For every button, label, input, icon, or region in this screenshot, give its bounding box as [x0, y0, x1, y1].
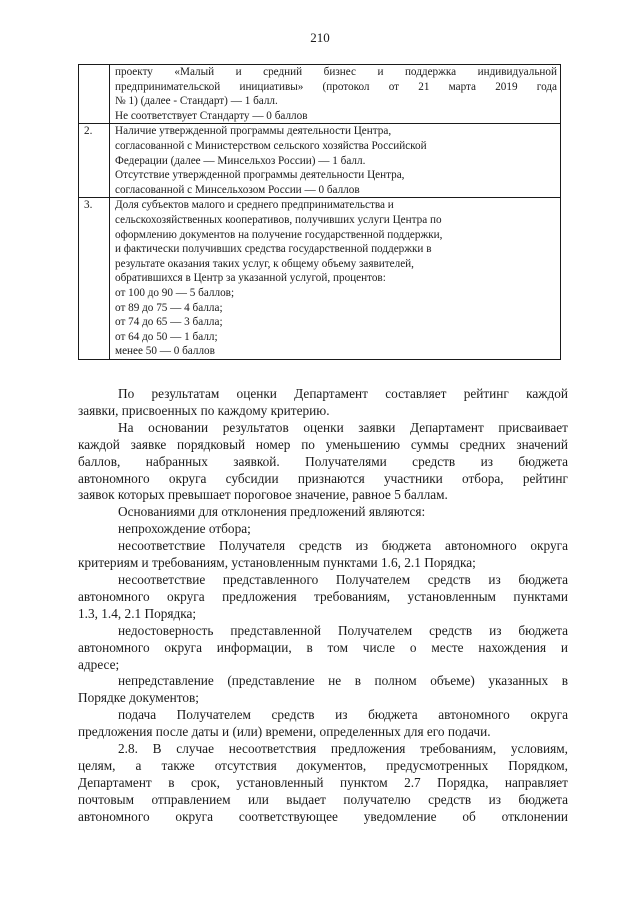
table-text-line: Наличие утвержденной программы деятельности Центра,	[115, 125, 392, 138]
table-text-line: от 64 до 50 — 1 балл;	[115, 330, 218, 343]
paragraph: несоответствие представленного Получателем средств из бюджета	[118, 571, 568, 587]
table-text-line: предпринимательской инициативы» (протокол от 21 марта 2019 года	[115, 80, 557, 93]
paragraph-line: предложения после даты и (или) времени, определенных для его подачи.	[78, 724, 491, 740]
paragraph-line: автономного округа информации, в том числе о месте нахождения и	[78, 639, 568, 655]
paragraph-line: Департамент в срок, установленный пунктом 2.7 Порядка, направляет	[78, 774, 568, 790]
table-text-line: Не соответствует Стандарту — 0 баллов	[115, 109, 308, 122]
paragraph-line: критериям и требованиям, установленным пунктами 1.6, 2.1 Порядка;	[78, 555, 476, 571]
paragraph-line: каждой заявке порядковый номер по уменьшению суммы средних значений	[78, 436, 568, 452]
table-text-line: обратившихся в Центр за указанной услугой, процентов:	[115, 272, 386, 285]
paragraph: На основании результатов оценки заявки Департамент присваивает	[118, 419, 568, 435]
table-text-line: оформлению документов на получение государственной поддержки,	[115, 228, 443, 241]
table-text-line: Доля субъектов малого и среднего предпринимательства и	[115, 199, 394, 212]
table-text-line: от 100 до 90 — 5 баллов;	[115, 286, 235, 299]
paragraph: непрохождение отбора;	[118, 521, 251, 537]
table-cell-number: 3.	[79, 198, 110, 360]
table-text-line: результате оказания таких услуг, к общему объему заявителей,	[115, 257, 414, 270]
paragraph-line: адресе;	[78, 656, 120, 672]
paragraph: несоответствие Получателя средств из бюджета автономного округа	[118, 538, 568, 554]
table-cell-number	[79, 65, 110, 124]
table-row	[79, 124, 561, 198]
paragraph: По результатам оценки Департамент составляет рейтинг каждой	[118, 386, 568, 401]
paragraph: 2.8. В случае несоответствия предложения требованиям, условиям,	[118, 741, 568, 757]
paragraph: недостоверность представленной Получателем средств из бюджета	[118, 622, 568, 638]
table-row	[79, 198, 561, 360]
table-text-line: № 1) (далее - Стандарт) — 1 балл.	[115, 95, 278, 108]
criteria-table	[78, 64, 561, 360]
table-cell-text	[110, 198, 561, 360]
table-text-line: проекту «Малый и средний бизнес и поддержка индивидуальной	[115, 66, 557, 78]
paragraph-line: заявки, присвоенных по каждому критерию.	[78, 402, 330, 418]
paragraph: непредставление (представление не в полном объеме) указанных в	[118, 673, 568, 689]
body-text	[78, 386, 568, 826]
table-text-line: от 74 до 65 — 3 балла;	[115, 316, 223, 329]
table-cell-text	[110, 65, 561, 124]
paragraph-line: Порядке документов;	[78, 690, 199, 706]
table-cell-text	[110, 124, 561, 198]
paragraph-line: автономного округа предложения требованиям, установленным пунктами	[78, 588, 568, 604]
table-cell-number: 2.	[79, 124, 110, 198]
table-text-line: Отсутствие утвержденной программы деятельности Центра,	[115, 169, 405, 182]
table-text-line: менее 50 — 0 баллов	[115, 345, 215, 358]
table-row	[79, 65, 561, 124]
table-text-line: согласованной с Минсельхозом России — 0 баллов	[115, 183, 360, 196]
paragraph-line: баллов, набранных заявкой. Получателями средств из бюджета	[78, 453, 568, 469]
paragraph: Основаниями для отклонения предложений являются:	[118, 504, 426, 520]
paragraph-line: автономного округа соответствующее уведомление об отклонении	[78, 808, 568, 824]
table-text-line: согласованной с Министерством сельского хозяйства Российской	[115, 139, 427, 152]
paragraph-line: почтовым отправлением или выдает получателю средств из бюджета	[78, 791, 568, 807]
paragraph-line: целям, а также отсутствия документов, предусмотренных Порядком,	[78, 757, 568, 773]
paragraph-line: 1.3, 1.4, 2.1 Порядка;	[78, 605, 197, 621]
table-text-line: и фактически получивших средства государственной поддержки в	[115, 243, 432, 256]
page-number: 210	[310, 30, 330, 45]
table-text-line: сельскохозяйственных кооперативов, получивших услуги Центра по	[115, 213, 442, 226]
paragraph: подача Получателем средств из бюджета автономного округа	[118, 707, 568, 723]
paragraph-line: автономного округа субсидии признаются участники отбора, рейтинг	[78, 470, 568, 486]
table-text-line: от 89 до 75 — 4 балла;	[115, 301, 223, 314]
paragraph-line: заявок которых превышает пороговое значение, равное 5 баллам.	[78, 487, 448, 503]
table-text-line: Федерации (далее — Минсельхоз России) — 1 балл.	[115, 154, 366, 167]
